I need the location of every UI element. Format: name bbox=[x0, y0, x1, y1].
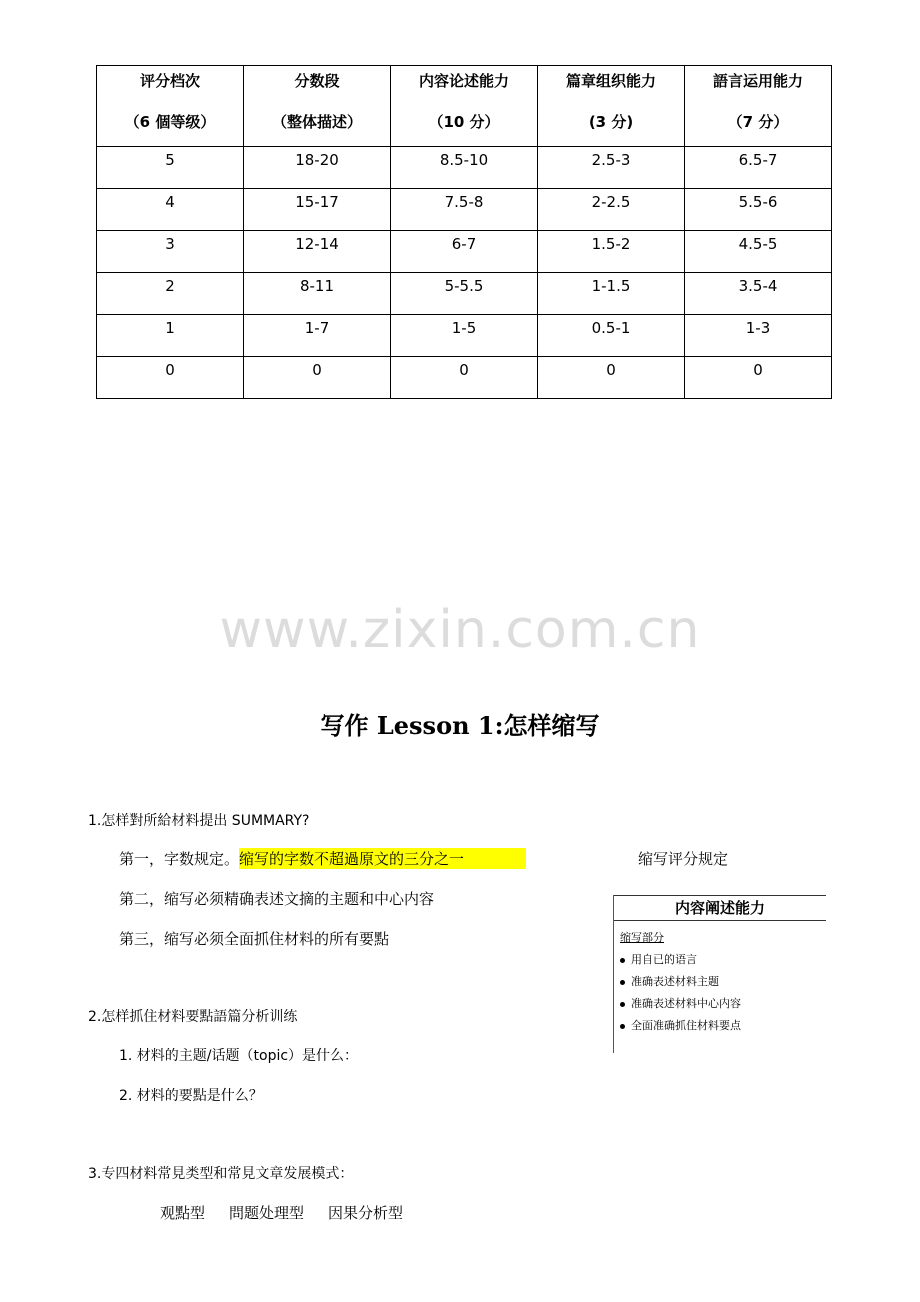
table-cell: 8.5-10 bbox=[391, 147, 538, 189]
table-cell: 2 bbox=[97, 273, 244, 315]
table-row bbox=[97, 189, 832, 231]
table-cell: 18-20 bbox=[244, 147, 391, 189]
image-subheader: 缩写部分 bbox=[620, 931, 664, 944]
table-row bbox=[97, 231, 832, 273]
section2-heading: 2.怎样抓住材料要點語篇分析训练 bbox=[88, 1009, 298, 1025]
table-cell: 5 bbox=[97, 147, 244, 189]
list-item: 准确表述材料中心内容 bbox=[620, 995, 826, 1017]
header-grade-level: 评分档次 （6 個等级） bbox=[97, 66, 244, 147]
table-cell: 1 bbox=[97, 315, 244, 357]
table-cell: 0 bbox=[97, 357, 244, 399]
point1-highlight: 缩写的字数不超過原文的三分之一 bbox=[239, 848, 526, 869]
table-row bbox=[97, 147, 832, 189]
table-row bbox=[97, 315, 832, 357]
list-item: 全面准确抓住材料要点 bbox=[620, 1017, 826, 1039]
bullet-icon bbox=[620, 958, 625, 963]
table-cell: 0 bbox=[391, 357, 538, 399]
table-cell: 2-2.5 bbox=[538, 189, 685, 231]
table-cell: 4.5-5 bbox=[685, 231, 832, 273]
table-cell: 0 bbox=[685, 357, 832, 399]
header-content: 内容论述能力 （10 分） bbox=[391, 66, 538, 147]
image-header: 内容阐述能力 bbox=[614, 895, 826, 921]
list-item: 用自已的语言 bbox=[620, 951, 826, 973]
table-body bbox=[97, 147, 832, 399]
table-cell: 1-3 bbox=[685, 315, 832, 357]
table-cell: 0.5-1 bbox=[538, 315, 685, 357]
table-row bbox=[97, 273, 832, 315]
header-language: 語言运用能力 （7 分） bbox=[685, 66, 832, 147]
watermark: www.zixin.com.cn bbox=[219, 600, 701, 660]
lesson-title: 写作 Lesson 1:怎样缩写 bbox=[320, 711, 600, 740]
section2-question1: 1. 材料的主题/话题（topic）是什么： bbox=[119, 1048, 359, 1064]
point1-prefix: 第一，字数规定。 bbox=[119, 850, 240, 868]
table-row bbox=[97, 357, 832, 399]
table-cell: 8-11 bbox=[244, 273, 391, 315]
table-cell: 12-14 bbox=[244, 231, 391, 273]
type-cause-effect: 因果分析型 bbox=[328, 1204, 404, 1222]
section2-question2: 2. 材料的要點是什么？ bbox=[119, 1088, 263, 1104]
table-cell: 5.5-6 bbox=[685, 189, 832, 231]
table-cell: 1.5-2 bbox=[538, 231, 685, 273]
bullet-icon bbox=[620, 980, 625, 985]
bullet-icon bbox=[620, 1024, 625, 1029]
table-cell: 15-17 bbox=[244, 189, 391, 231]
table-cell: 3.5-4 bbox=[685, 273, 832, 315]
table-cell: 5-5.5 bbox=[391, 273, 538, 315]
section1-point3: 第三，缩写必须全面抓住材料的所有要點 bbox=[119, 930, 390, 948]
section3-types bbox=[160, 1202, 403, 1223]
type-viewpoint: 观點型 bbox=[160, 1204, 206, 1222]
header-score-band: 分数段 （整体描述） bbox=[244, 66, 391, 147]
bullet-icon bbox=[620, 1002, 625, 1007]
table-cell: 1-5 bbox=[391, 315, 538, 357]
table-cell: 7.5-8 bbox=[391, 189, 538, 231]
header-organization: 篇章组织能力 (3 分) bbox=[538, 66, 685, 147]
table-cell: 0 bbox=[244, 357, 391, 399]
scoring-table bbox=[96, 65, 832, 399]
table-cell: 2.5-3 bbox=[538, 147, 685, 189]
section1-heading: 1.怎样對所給材料提出 SUMMARY? bbox=[88, 813, 310, 829]
table-cell: 1-1.5 bbox=[538, 273, 685, 315]
table-cell: 6.5-7 bbox=[685, 147, 832, 189]
image-criteria-list bbox=[620, 951, 826, 1039]
type-problem-solving: 問题处理型 bbox=[229, 1204, 305, 1222]
table-cell: 3 bbox=[97, 231, 244, 273]
table-header-row bbox=[97, 66, 832, 147]
scoring-criteria-image bbox=[613, 895, 826, 1053]
table-cell: 4 bbox=[97, 189, 244, 231]
side-label: 缩写评分规定 bbox=[638, 850, 729, 868]
section1-point1 bbox=[119, 848, 526, 869]
table-cell: 0 bbox=[538, 357, 685, 399]
list-item: 准确表述材料主题 bbox=[620, 973, 826, 995]
section3-heading: 3.专四材料常見类型和常見文章发展模式： bbox=[88, 1166, 354, 1182]
table-cell: 6-7 bbox=[391, 231, 538, 273]
table-cell: 1-7 bbox=[244, 315, 391, 357]
section1-point2: 第二，缩写必须精确表述文摘的主题和中心内容 bbox=[119, 890, 435, 908]
